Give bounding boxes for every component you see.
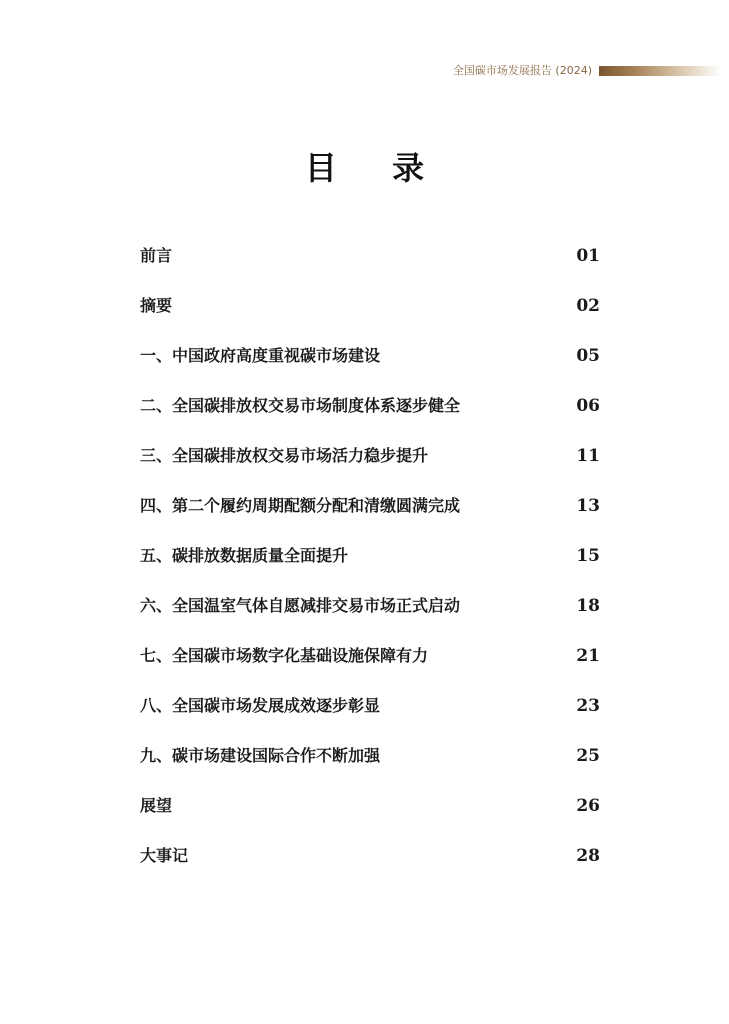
toc-entry-label: 二、全国碳排放权交易市场制度体系逐步健全 <box>140 396 461 415</box>
toc-entry-page: 18 <box>576 596 600 616</box>
toc-entry-page: 21 <box>576 646 600 666</box>
report-title-header: 全国碳市场发展报告 (2024) <box>452 64 592 77</box>
toc-entry-page: 25 <box>576 746 600 766</box>
toc-entry-label: 展望 <box>140 796 173 815</box>
toc-entry-page: 05 <box>576 346 600 366</box>
toc-entry-label: 六、全国温室气体自愿减排交易市场正式启动 <box>140 596 461 615</box>
toc-entry-chapter-1[interactable] <box>140 340 600 390</box>
toc-entry-chapter-9[interactable] <box>140 740 600 790</box>
toc-entry-label: 八、全国碳市场发展成效逐步彰显 <box>140 696 381 715</box>
toc-list <box>140 240 600 890</box>
toc-entry-page: 11 <box>576 446 600 466</box>
toc-entry-chapter-6[interactable] <box>140 590 600 640</box>
toc-entry-chronicle[interactable] <box>140 840 600 890</box>
toc-entry-page: 01 <box>576 246 600 266</box>
toc-entry-label: 三、全国碳排放权交易市场活力稳步提升 <box>140 446 429 465</box>
toc-entry-chapter-7[interactable] <box>140 640 600 690</box>
toc-entry-label: 大事记 <box>140 846 189 865</box>
toc-entry-page: 13 <box>576 496 600 516</box>
toc-entry-page: 26 <box>576 796 600 816</box>
toc-entry-chapter-5[interactable] <box>140 540 600 590</box>
running-header <box>0 62 729 80</box>
toc-entry-label: 摘要 <box>140 296 173 315</box>
toc-entry-label: 九、碳市场建设国际合作不断加强 <box>140 746 381 765</box>
toc-entry-chapter-8[interactable] <box>140 690 600 740</box>
toc-heading: 目 录 <box>304 149 447 187</box>
toc-entry-chapter-3[interactable] <box>140 440 600 490</box>
toc-entry-label: 前言 <box>140 246 173 265</box>
toc-entry-chapter-4[interactable] <box>140 490 600 540</box>
toc-entry-preface[interactable] <box>140 240 600 290</box>
toc-entry-page: 23 <box>576 696 600 716</box>
toc-entry-label: 七、全国碳市场数字化基础设施保障有力 <box>140 646 429 665</box>
toc-entry-abstract[interactable] <box>140 290 600 340</box>
toc-entry-label: 五、碳排放数据质量全面提升 <box>140 546 349 565</box>
toc-entry-page: 15 <box>576 546 600 566</box>
toc-entry-page: 06 <box>576 396 600 416</box>
toc-entry-page: 02 <box>576 296 600 316</box>
toc-entry-page: 28 <box>576 846 600 866</box>
toc-entry-label: 四、第二个履约周期配额分配和清缴圆满完成 <box>140 496 461 515</box>
toc-entry-label: 一、中国政府高度重视碳市场建设 <box>140 346 381 365</box>
header-gradient-bar <box>599 66 721 76</box>
toc-entry-outlook[interactable] <box>140 790 600 840</box>
toc-entry-chapter-2[interactable] <box>140 390 600 440</box>
